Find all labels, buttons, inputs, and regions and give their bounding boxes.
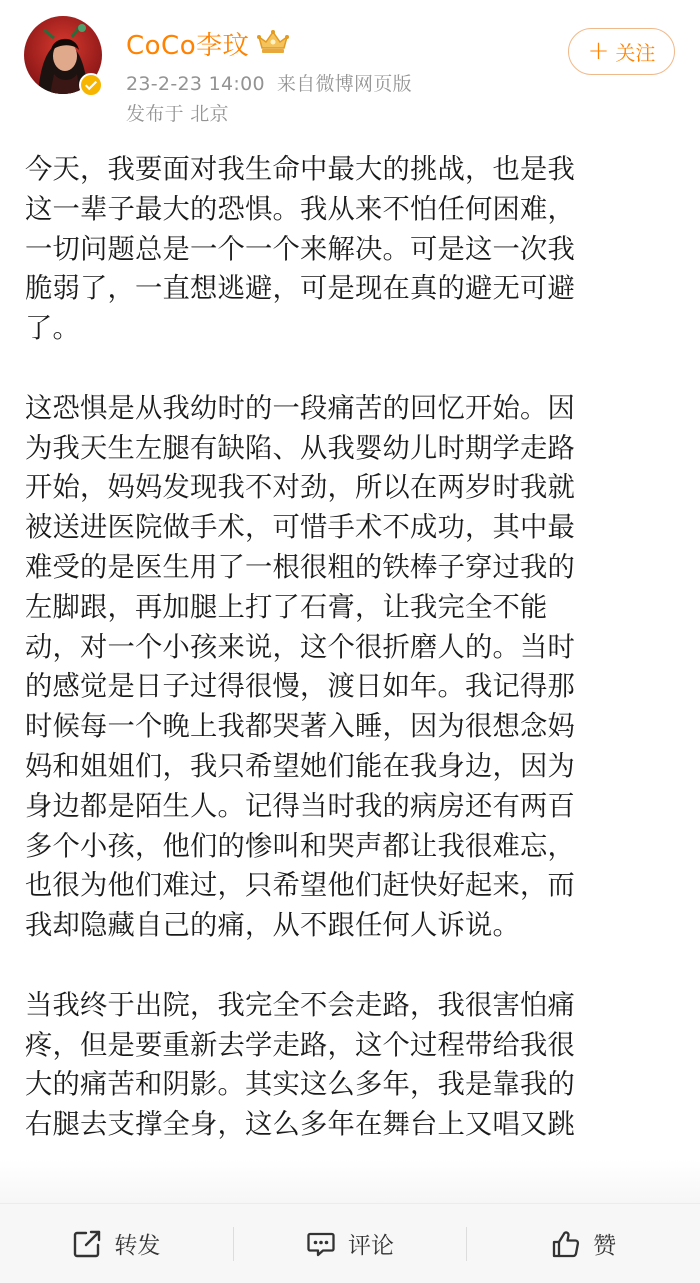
post-text-line: 今天，我要面对我生命中最大的挑战，也是我 bbox=[25, 154, 575, 185]
post-text-line: 难受的是医生用了一根很粗的铁棒子穿过我的 bbox=[25, 551, 575, 583]
comment-button[interactable] bbox=[234, 1204, 467, 1283]
post-text-line: 开始，妈妈发现我不对劲，所以在两岁时我就 bbox=[25, 472, 575, 504]
post-source: 来自微博网页版 bbox=[276, 73, 412, 95]
content-fade bbox=[0, 1160, 700, 1205]
post-meta bbox=[126, 69, 412, 96]
crown-badge-icon[interactable] bbox=[256, 28, 290, 56]
post-body bbox=[25, 150, 680, 1200]
like-button[interactable] bbox=[467, 1204, 700, 1283]
comment-bubble-icon bbox=[306, 1229, 336, 1259]
post-text-line: 这一辈子最大的恐惧。我从来不怕任何困难， bbox=[25, 193, 575, 225]
post-text-line: 大的痛苦和阴影。其实这么多年，我是靠我的 bbox=[25, 1069, 575, 1101]
verified-check-icon bbox=[79, 73, 103, 97]
plus-icon: + bbox=[587, 35, 610, 66]
post-location: 发布于 北京 bbox=[126, 103, 229, 125]
post-text-line: 为我天生左腿有缺陷、从我婴幼儿时期学走路 bbox=[25, 432, 575, 464]
post-text-line: 疼，但是要重新去学走路，这个过程带给我很 bbox=[25, 1029, 575, 1061]
post-timestamp: 23-2-23 14:00 bbox=[126, 73, 265, 95]
post-text-line: 多个小孩，他们的惨叫和哭声都让我很难忘， bbox=[25, 830, 575, 862]
action-bar bbox=[0, 1203, 700, 1283]
post-paragraph bbox=[25, 150, 680, 349]
post-text-line: 脆弱了，一直想逃避，可是现在真的避无可避 bbox=[25, 273, 575, 305]
post-header bbox=[0, 0, 700, 130]
like-label: 赞 bbox=[593, 1233, 617, 1259]
post-text-line: 了。 bbox=[25, 313, 80, 345]
post-paragraph bbox=[25, 986, 680, 1145]
post-text-line: 妈和姐姐们，我只希望她们能在我身边，因为 bbox=[25, 750, 575, 782]
post-text-line: 时候每一个晚上我都哭著入睡，因为很想念妈 bbox=[25, 711, 575, 743]
post-paragraph bbox=[25, 389, 680, 946]
follow-button[interactable] bbox=[568, 28, 675, 75]
post-text-line: 身边都是陌生人。记得当时我的病房还有两百 bbox=[25, 790, 575, 822]
post-text-line: 也很为他们难过，只希望他们赶快好起来，而 bbox=[25, 870, 575, 902]
thumbs-up-icon bbox=[551, 1229, 581, 1259]
post-text-line: 被送进医院做手术，可惜手术不成功，其中最 bbox=[25, 512, 575, 544]
follow-label: 关注 bbox=[615, 41, 656, 65]
comment-label: 评论 bbox=[348, 1233, 394, 1259]
post-text-line: 左脚跟，再加腿上打了石膏，让我完全不能 bbox=[25, 591, 548, 623]
post-text-line: 的感觉是日子过得很慢，渡日如年。我记得那 bbox=[25, 671, 575, 703]
post-text-line: 右腿去支撑全身，这么多年在舞台上又唱又跳 bbox=[25, 1109, 575, 1141]
author-name[interactable]: CoCo李玟 bbox=[126, 31, 250, 61]
repost-label: 转发 bbox=[114, 1233, 161, 1259]
post-text-line: 动，对一个小孩来说，这个很折磨人的。当时 bbox=[25, 631, 575, 663]
post-text-line: 我却隐藏自己的痛，从不跟任何人诉说。 bbox=[25, 910, 520, 942]
post-text-line: 一切问题总是一个一个来解决。可是这一次我 bbox=[25, 233, 575, 265]
post-text-line: 这恐惧是从我幼时的一段痛苦的回忆开始。因 bbox=[25, 392, 575, 424]
share-out-icon bbox=[72, 1229, 102, 1259]
post-text-line: 当我终于出院，我完全不会走路，我很害怕痛 bbox=[25, 989, 575, 1021]
repost-button[interactable] bbox=[0, 1204, 233, 1283]
